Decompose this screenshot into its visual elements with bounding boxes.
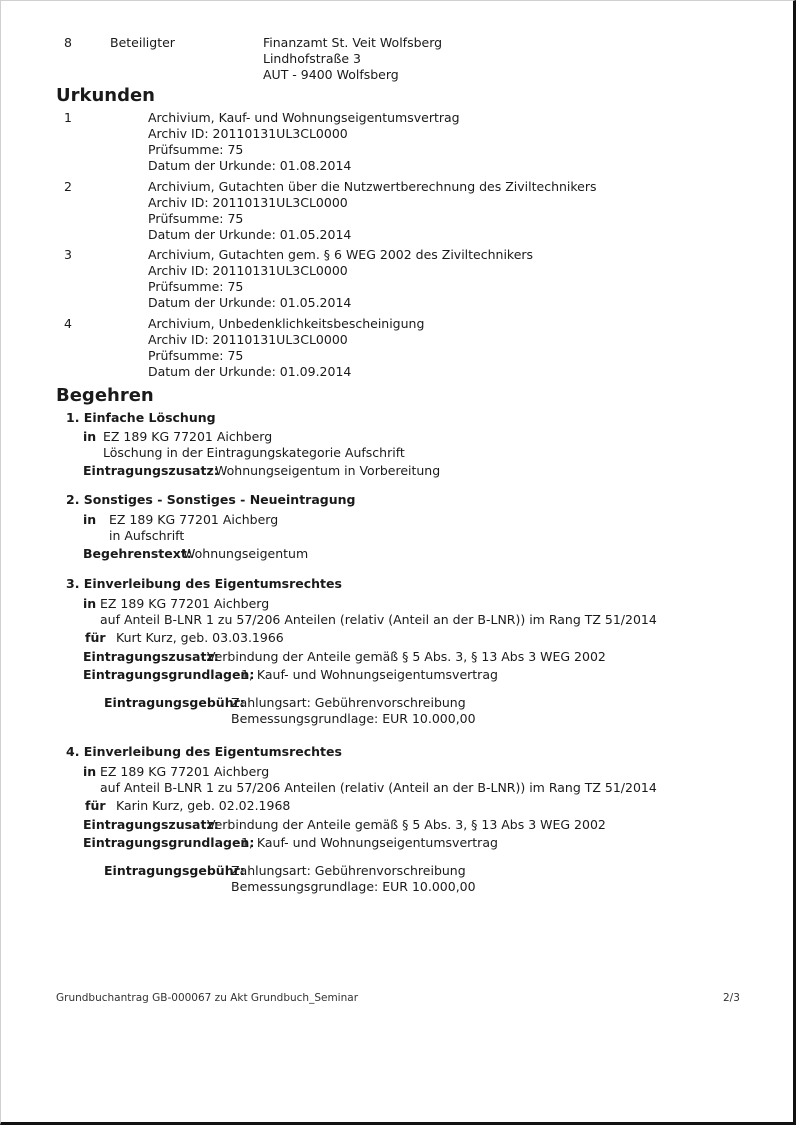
- footer-document-reference: Grundbuchantrag GB-000067 zu Akt Grundbuch_Seminar: [56, 992, 359, 1004]
- begehren-1-zusatz-value: Wohnungseigentum in Vorbereitung: [215, 463, 441, 478]
- participant-name: Finanzamt St. Veit Wolfsberg: [263, 35, 443, 50]
- urkunde-title: Archivium, Gutachten über die Nutzwertberechnung des Ziviltechnikers: [148, 179, 597, 194]
- begehren-3-title: 3. Einverleibung des Eigentumsrechtes: [66, 576, 342, 591]
- begehren-4-zusatz-value: Verbindung der Anteile gemäß § 5 Abs. 3, § 13 Abs 3 WEG 2002: [207, 817, 606, 832]
- begehren-2-text-value: Wohnungseigentum: [183, 546, 309, 561]
- urkunde-title: Archivium, Unbedenklichkeitsbescheinigung: [148, 316, 425, 331]
- begehren-1-zusatz-label: Eintragungszusatz:: [83, 463, 219, 478]
- urkunde-number: 3: [64, 247, 72, 262]
- begehren-1-title: 1. Einfache Löschung: [66, 410, 216, 425]
- urkunde-pruefsumme: Prüfsumme: 75: [148, 279, 244, 294]
- begehren-3-fuer-label: für: [85, 630, 106, 645]
- urkunde-pruefsumme: Prüfsumme: 75: [148, 142, 244, 157]
- urkunde-datum: Datum der Urkunde: 01.09.2014: [148, 364, 352, 379]
- begehren-4-in-value: EZ 189 KG 77201 Aichberg: [100, 764, 270, 779]
- begehren-3-gebuehr-label: Eintragungsgebühr:: [104, 695, 245, 710]
- begehren-3-gebuehr-bemessung: Bemessungsgrundlage: EUR 10.000,00: [231, 711, 476, 726]
- begehren-3-zusatz-value: Verbindung der Anteile gemäß § 5 Abs. 3, § 13 Abs 3 WEG 2002: [207, 649, 606, 664]
- urkunde-number: 4: [64, 316, 72, 331]
- urkunde-archiv-id: Archiv ID: 20110131UL3CL0000: [148, 332, 348, 347]
- begehren-4-gebuehr-zahlungsart: Zahlungsart: Gebührenvorschreibung: [231, 863, 466, 878]
- begehren-4-in-label: in: [83, 764, 97, 779]
- urkunde-archiv-id: Archiv ID: 20110131UL3CL0000: [148, 263, 348, 278]
- begehren-3-in-value: EZ 189 KG 77201 Aichberg: [100, 596, 270, 611]
- footer-page-number: 2/3: [723, 992, 740, 1004]
- urkunde-archiv-id: Archiv ID: 20110131UL3CL0000: [148, 195, 348, 210]
- urkunde-pruefsumme: Prüfsumme: 75: [148, 348, 244, 363]
- urkunde-number: 2: [64, 179, 72, 194]
- urkunde-number: 1: [64, 110, 72, 125]
- begehren-4-zusatz-label: Eintragungszusatz:: [83, 817, 219, 832]
- begehren-4-title: 4. Einverleibung des Eigentumsrechtes: [66, 744, 342, 759]
- participant-number: 8: [64, 35, 72, 50]
- begehren-4-detail: auf Anteil B-LNR 1 zu 57/206 Anteilen (relativ (Anteil an der B-LNR)) im Rang TZ 51/2014: [100, 780, 657, 795]
- begehren-4-gebuehr-label: Eintragungsgebühr:: [104, 863, 245, 878]
- urkunde-datum: Datum der Urkunde: 01.08.2014: [148, 158, 352, 173]
- begehren-3-grundlagen-value: 1, Kauf- und Wohnungseigentumsvertrag: [241, 667, 498, 682]
- begehren-2-in-label: in: [83, 512, 97, 527]
- begehren-3-gebuehr-zahlungsart: Zahlungsart: Gebührenvorschreibung: [231, 695, 466, 710]
- participant-city: AUT - 9400 Wolfsberg: [263, 67, 399, 82]
- urkunde-title: Archivium, Kauf- und Wohnungseigentumsvertrag: [148, 110, 460, 125]
- begehren-4-grundlagen-value: 1, Kauf- und Wohnungseigentumsvertrag: [241, 835, 498, 850]
- urkunde-datum: Datum der Urkunde: 01.05.2014: [148, 295, 352, 310]
- begehren-3-detail: auf Anteil B-LNR 1 zu 57/206 Anteilen (relativ (Anteil an der B-LNR)) im Rang TZ 51/2014: [100, 612, 657, 627]
- begehren-2-title: 2. Sonstiges - Sonstiges - Neueintragung: [66, 492, 356, 507]
- begehren-3-grundlagen-label: Eintragungsgrundlagen:: [83, 667, 255, 682]
- begehren-4-fuer-value: Karin Kurz, geb. 02.02.1968: [116, 798, 291, 813]
- begehren-4-fuer-label: für: [85, 798, 106, 813]
- begehren-1-in-label: in: [83, 429, 97, 444]
- begehren-3-fuer-value: Kurt Kurz, geb. 03.03.1966: [116, 630, 284, 645]
- participant-role: Beteiligter: [110, 35, 175, 50]
- begehren-2-text-label: Begehrenstext:: [83, 546, 192, 561]
- begehren-1-in-value: EZ 189 KG 77201 Aichberg: [103, 429, 273, 444]
- begehren-2-in-value: EZ 189 KG 77201 Aichberg: [109, 512, 279, 527]
- urkunde-archiv-id: Archiv ID: 20110131UL3CL0000: [148, 126, 348, 141]
- urkunde-title: Archivium, Gutachten gem. § 6 WEG 2002 des Ziviltechnikers: [148, 247, 534, 262]
- urkunde-datum: Datum der Urkunde: 01.05.2014: [148, 227, 352, 242]
- begehren-3-zusatz-label: Eintragungszusatz:: [83, 649, 219, 664]
- begehren-2-detail: in Aufschrift: [109, 528, 185, 543]
- participant-street: Lindhofstraße 3: [263, 51, 361, 66]
- begehren-3-in-label: in: [83, 596, 97, 611]
- urkunde-pruefsumme: Prüfsumme: 75: [148, 211, 244, 226]
- begehren-4-grundlagen-label: Eintragungsgrundlagen:: [83, 835, 255, 850]
- begehren-1-detail: Löschung in der Eintragungskategorie Aufschrift: [103, 445, 405, 460]
- begehren-4-gebuehr-bemessung: Bemessungsgrundlage: EUR 10.000,00: [231, 879, 476, 894]
- urkunden-heading: Urkunden: [56, 85, 155, 106]
- begehren-heading: Begehren: [56, 385, 154, 406]
